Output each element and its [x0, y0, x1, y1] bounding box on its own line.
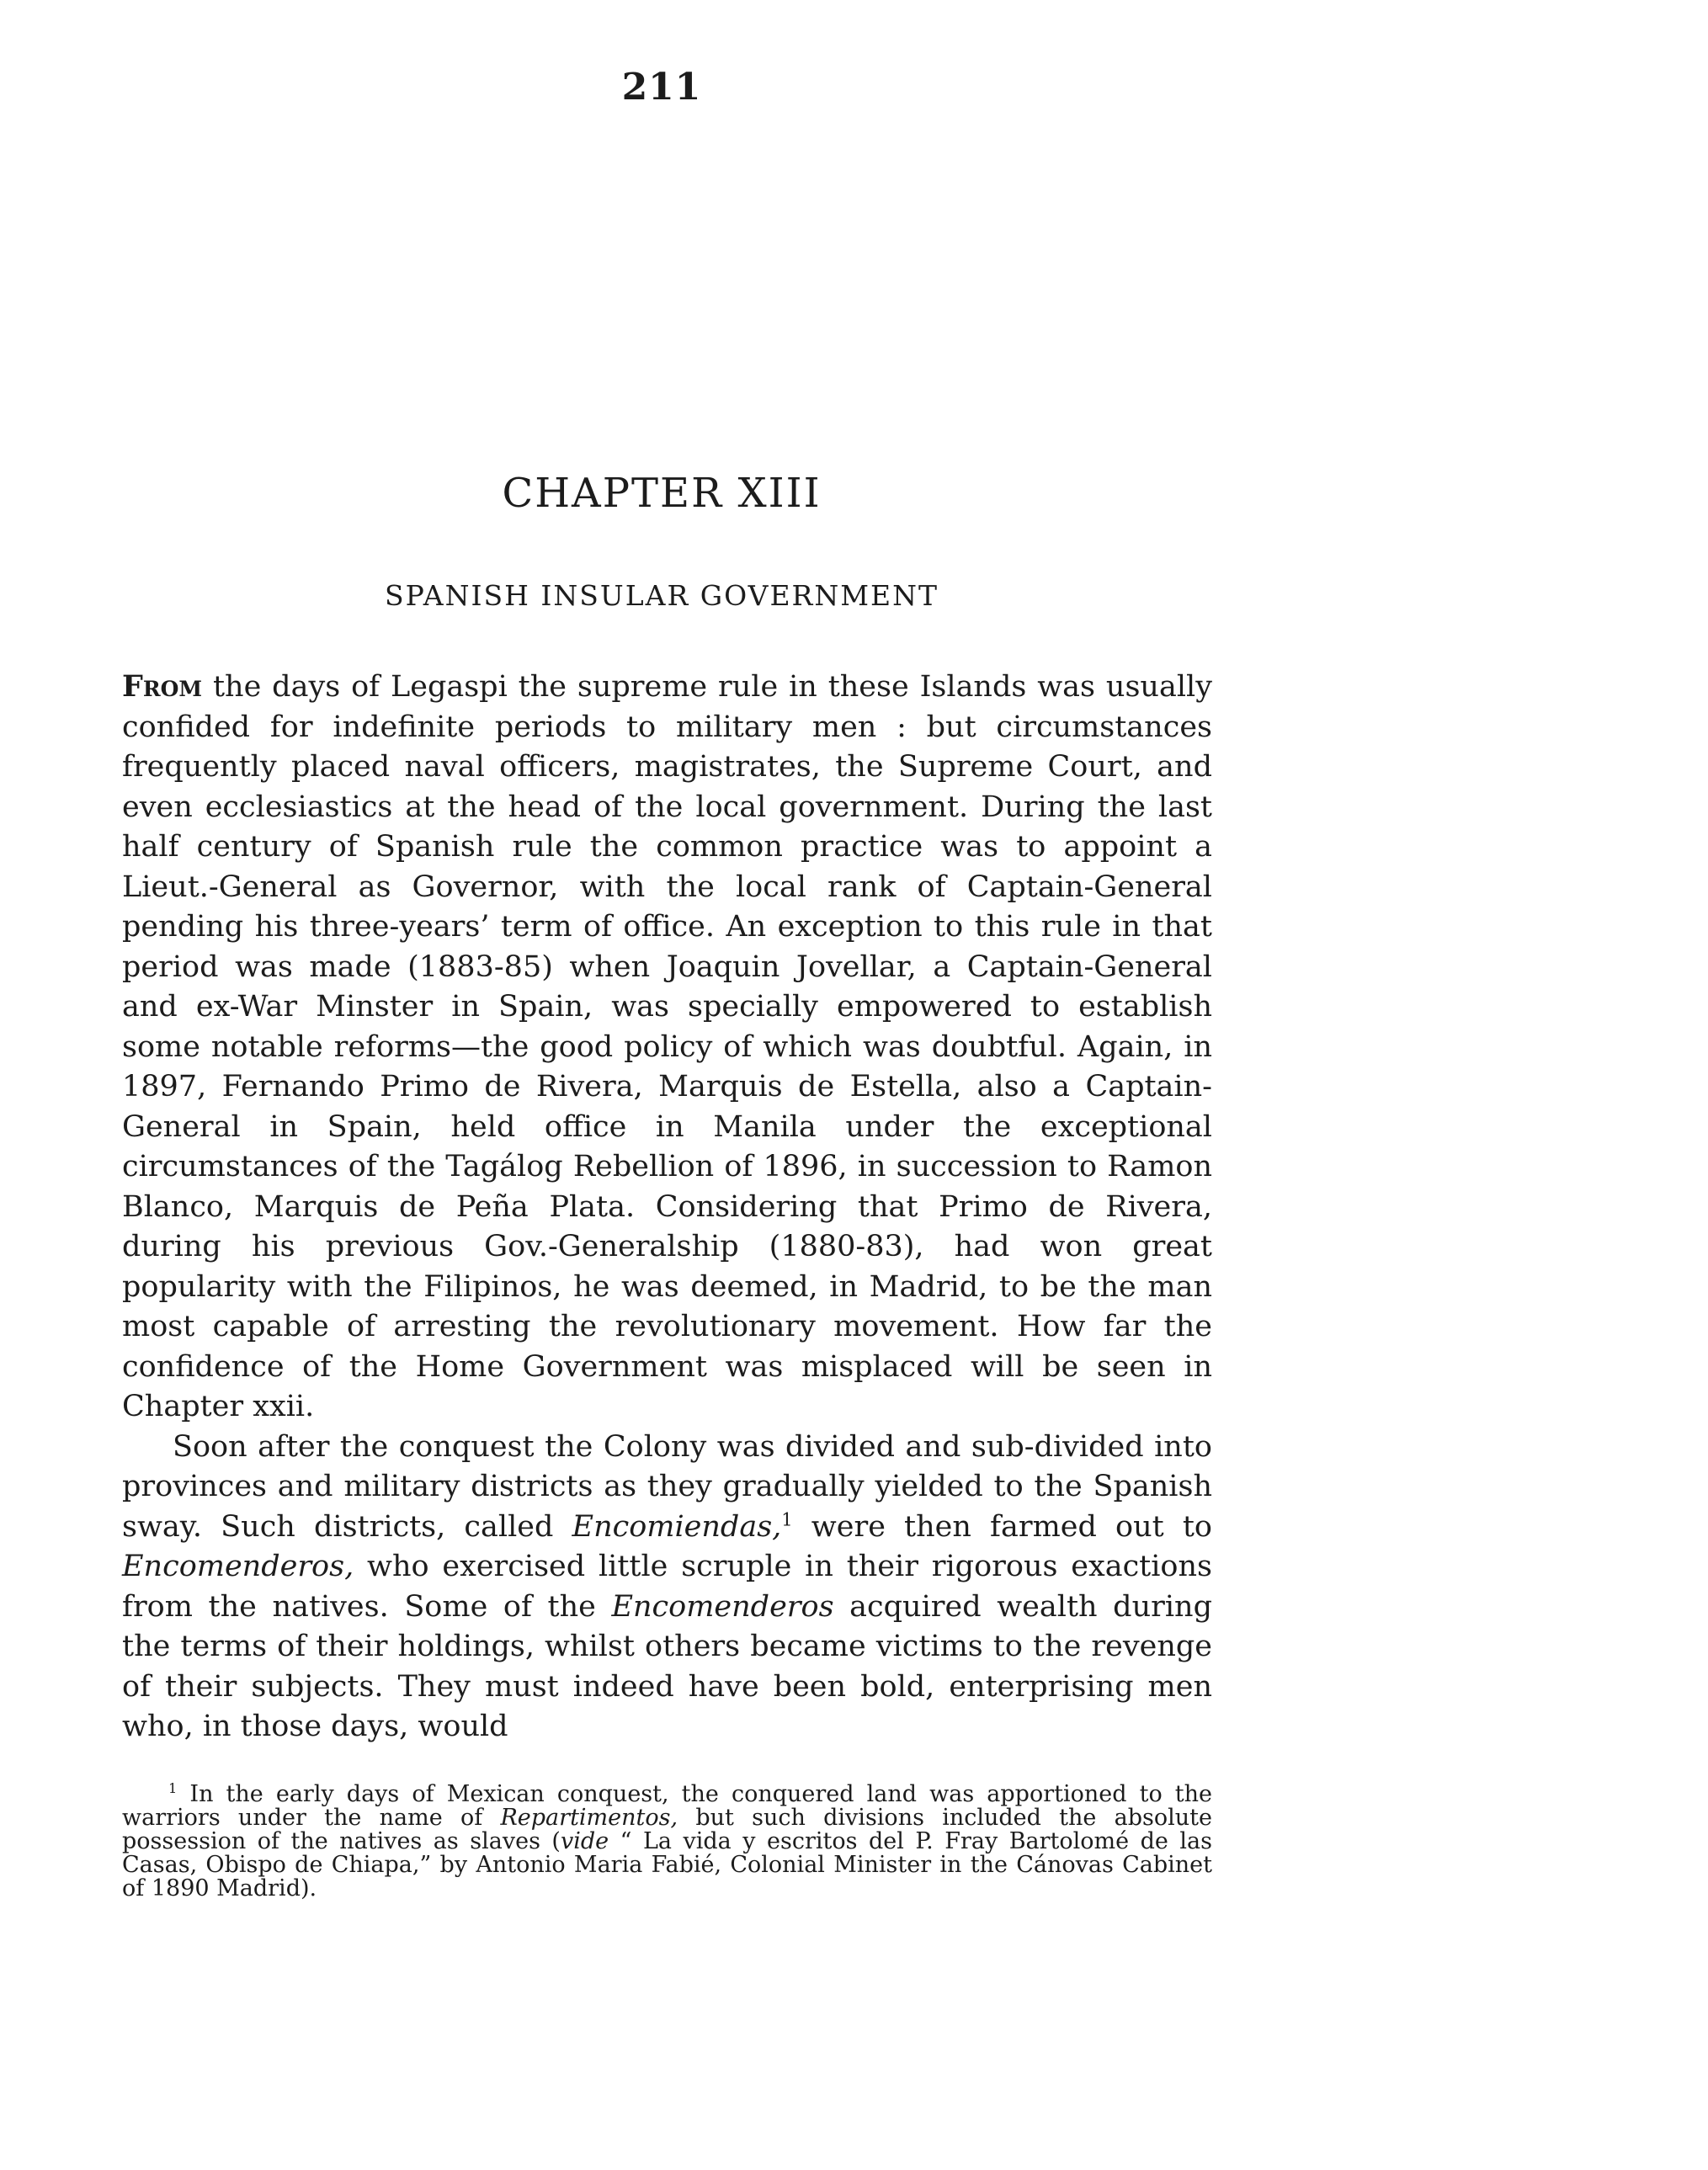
chapter-subtitle: SPANISH INSULAR GOVERNMENT [384, 579, 939, 612]
paragraph-2 [122, 1428, 1212, 1747]
paragraph-2-text-d: acquired wealth during the terms of their holdings, whilst others became victims to the revenge of their subjects. They must indeed have been bold, enterprising men who, in those days, would [122, 1589, 1212, 1743]
paragraph-2-text-c: who exercised little scruple in their rigorous exactions from the natives. Some of the [122, 1550, 1212, 1624]
term-vide: vide [560, 1828, 609, 1854]
paragraph-2-text-a: Soon after the conquest the Colony was divided and sub-divided into provinces and military districts as they gradually yielded to the Spanish sway. Such districts, called [122, 1429, 1212, 1544]
paragraph-2-text-b: were then farmed out to [792, 1509, 1213, 1544]
paragraph-1-text: the days of Legaspi the supreme rule in these Islands was usually confided for indefinite periods to military men : but circumstances frequently placed naval officers, magistrates, the Supreme Court, and even ecclesiastics at the head of the local government. During the last half century of Spanish rule the common practice was to appoint a Lieut.-General as Governor, with the local rank of Captain-General pending his three-years’ term of office. An exception to this rule in that period was made (1883-85) when Joaquin Jovellar, a Captain-General and ex-War Minster in Spain, was specially empowered to establish some notable reforms—the good policy of which was doubtful. Again, in 1897, Fernando Primo de Rivera, Marquis de Estella, also a Captain-General in Spain, held office in Manila under the exceptional circumstances of the Tagálog Rebellion of 1896, in succession to Ramon Blanco, Marquis de Peña Plata. Considering that Primo de Rivera, during his previous Gov.-Generalship (1880-83), had won great popularity with the Filipinos, he was deemed, in Madrid, to be the man most capable of arresting the revolutionary movement. How far the confidence of the Home Government was misplaced will be seen in Chapter xxii. [122, 670, 1212, 1423]
paragraph-lead-word: From [122, 669, 203, 704]
footnote-text-c: “ La vida y escritos del P. Fray Bartolomé de las Casas, Obispo de Chiapa,” by Antonio Maria Fabié, Colonial Minister in the Cánovas Cabinet of 1890 Madrid). [122, 1828, 1213, 1901]
chapter-title: CHAPTER XIII [502, 470, 822, 517]
footnote-reference: 1 [781, 1508, 793, 1529]
footnote-text-b: but such divisions included the absolute possession of the natives as slaves ( [122, 1805, 1212, 1854]
term-encomiendas: Encomiendas, [572, 1509, 782, 1544]
term-encomenderos-2: Encomenderos [611, 1589, 834, 1624]
footnote-text-a: In the early days of Mexican conquest, the conquered land was apportioned to the warriors under the name of [122, 1781, 1212, 1831]
term-encomenderos: Encomenderos, [122, 1550, 354, 1583]
footnotes [122, 1780, 1213, 1901]
page-number: 211 [621, 66, 702, 109]
paragraph-1 [122, 667, 1212, 1428]
footnote-1 [122, 1780, 1213, 1901]
body-text [122, 667, 1212, 1747]
footnote-marker: 1 [168, 1780, 178, 1796]
term-repartimentos: Repartimentos, [500, 1805, 678, 1831]
